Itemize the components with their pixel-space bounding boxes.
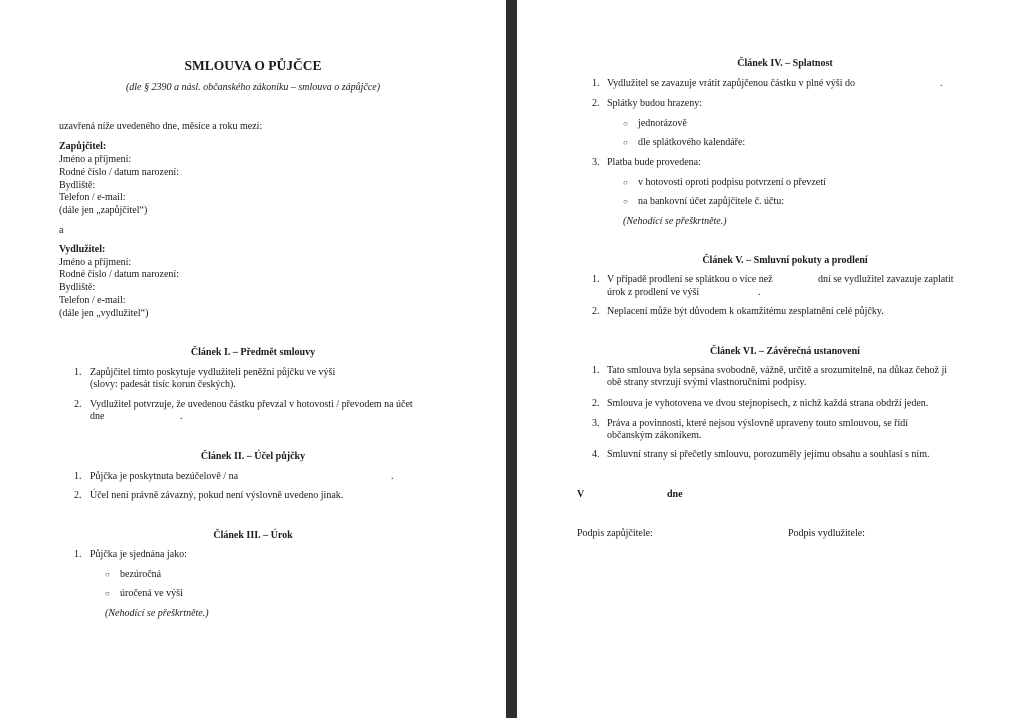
list-number: 3. [592,157,600,168]
circle-bullet-icon: ○ [623,178,628,187]
contract-subtitle: (dle § 2390 a násl. občanského zákoníku – smlouva o zápůjčce) [125,82,381,93]
list-number: 1. [592,274,600,285]
article-3-item-1: Půjčka je sjednána jako: [90,549,187,560]
signature-lender-label: Podpis zapůjčitele: [577,528,653,539]
article-6-item-1-line-2: obě strany stvrzují svými vlastnoručními podpisy. [607,377,807,388]
borrower-address-label: Bydliště: [59,282,96,293]
lender-contact-label: Telefon / e-mail: [59,192,126,203]
circle-bullet-icon: ○ [105,589,110,598]
list-number: 2. [592,306,600,317]
article-6-item-3-line-1: Práva a povinnosti, které nejsou výslovně upraveny touto smlouvou, se řídí [607,418,909,429]
lender-heading: Zapůjčitel: [59,141,107,152]
strike-note: (Nehodící se přeškrtněte.) [623,216,727,227]
article-4-item-1-end: . [940,78,943,89]
article-5-heading: Článek V. – Smluvní pokuty a prodlení [702,255,868,266]
page-left [0,0,506,718]
article-6-heading: Článek VI. – Závěrečná ustanovení [710,346,860,357]
payment-option-bank: na bankovní účet zapůjčitele č. účtu: [638,196,785,207]
article-5-item-1-part-b: dní se vydlužitel zavazuje zaplatit [818,274,954,285]
article-5-item-1-part-a: V případě prodlení se splátkou o více než [607,274,773,285]
borrower-alias: (dále jen „vydlužitel“) [59,308,149,319]
page-gutter [506,0,517,718]
intro-text: uzavřená níže uvedeného dne, měsíce a roku mezi: [59,121,263,132]
date-label: dne [667,489,683,500]
list-number: 1. [592,365,600,376]
article-1-item-2-line-2: dne [90,411,105,422]
list-number: 2. [74,490,82,501]
lender-address-label: Bydliště: [59,180,96,191]
article-1-item-2-end: . [180,411,183,422]
list-number: 1. [592,78,600,89]
article-1-item-1-line-1: Zapůjčitel tímto poskytuje vydlužiteli peněžní půjčku ve výši [90,367,336,378]
page-right [517,0,1024,718]
article-6-item-3-line-2: občanským zákoníkem. [607,430,702,441]
borrower-name-label: Jméno a příjmení: [59,257,132,268]
borrower-heading: Vydlužitel: [59,244,106,255]
contract-title: SMLOUVA O PŮJČCE [184,58,322,73]
article-4-heading: Článek IV. – Splatnost [737,58,833,69]
borrower-contact-label: Telefon / e-mail: [59,295,126,306]
article-2-item-1: Půjčka je poskytnuta bezúčelově / na [90,471,239,482]
list-number: 2. [592,98,600,109]
list-number: 4. [592,449,600,460]
circle-bullet-icon: ○ [623,197,628,206]
place-label: V [577,489,585,500]
signature-borrower-label: Podpis vydlužitele: [788,528,865,539]
article-2-item-1-end: . [391,471,394,482]
strike-note: (Nehodící se přeškrtněte.) [105,608,209,619]
article-2-item-2: Účel není právně závazný, pokud není výslovně uvedeno jinak. [90,490,344,501]
article-4-item-3: Platba bude provedena: [607,157,701,168]
article-6-item-1-line-1: Tato smlouva byla sepsána svobodně, vážně, určitě a srozumitelně, na důkaz čehož ji [607,365,948,376]
article-5-item-1-end: . [758,287,761,298]
payment-option-cash: v hotovosti oproti podpisu potvrzení o převzetí [638,177,826,188]
list-number: 3. [592,418,600,429]
lender-alias: (dále jen „zapůjčitel“) [59,205,148,216]
article-1-item-1-line-2: (slovy: padesát tisíc korun českých). [90,379,236,390]
repayment-option-schedule: dle splátkového kalendáře: [638,137,746,148]
list-number: 2. [592,398,600,409]
list-number: 2. [74,399,82,410]
article-5-item-2: Neplacení může být důvodem k okamžitému zesplatnění celé půjčky. [607,306,884,317]
list-number: 1. [74,549,82,560]
circle-bullet-icon: ○ [105,570,110,579]
list-number: 1. [74,367,82,378]
borrower-birth-label: Rodné číslo / datum narození: [59,269,179,280]
repayment-option-lump: jednorázově [638,118,687,129]
article-4-item-1: Vydlužitel se zavazuje vrátit zapůjčenou částku v plné výši do [607,78,855,89]
and-text: a [59,225,64,236]
circle-bullet-icon: ○ [623,119,628,128]
interest-option-free: bezúročná [120,569,162,580]
article-6-item-2: Smlouva je vyhotovena ve dvou stejnopisech, z nichž každá strana obdrží jeden. [607,398,929,409]
list-number: 1. [74,471,82,482]
article-3-heading: Článek III. – Úrok [213,530,293,541]
article-1-item-2-line-1: Vydlužitel potvrzuje, že uvedenou částku převzal v hotovosti / převodem na účet [90,399,413,410]
article-4-item-2: Splátky budou hrazeny: [607,98,702,109]
article-1-heading: Článek I. – Předmět smlouvy [190,347,316,358]
interest-option-rate: úročená ve výši [120,588,183,599]
circle-bullet-icon: ○ [623,138,628,147]
lender-birth-label: Rodné číslo / datum narození: [59,167,179,178]
article-2-heading: Článek II. – Účel půjčky [200,451,306,462]
lender-name-label: Jméno a příjmení: [59,154,132,165]
article-5-item-1-line-2: úrok z prodlení ve výši [607,287,700,298]
article-6-item-4: Smluvní strany si přečetly smlouvu, porozuměly jejímu obsahu a souhlasí s ním. [607,449,930,460]
